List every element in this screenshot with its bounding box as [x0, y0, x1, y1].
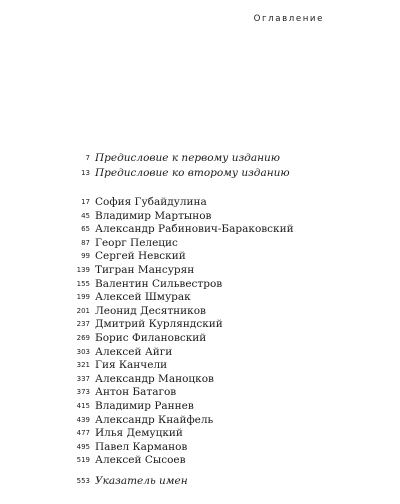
- toc-page-number: 99: [81, 252, 90, 261]
- toc-page-number: 477: [76, 429, 90, 438]
- toc-entry-title: Илья Демуцкий: [95, 427, 183, 440]
- toc-entry: [0, 304, 400, 318]
- toc-page-number: 201: [76, 306, 90, 315]
- toc-entry: [0, 317, 400, 331]
- toc-entry-title: Предисловие к первому изданию: [95, 152, 281, 164]
- toc-entry-title: Алексей Айги: [95, 345, 173, 358]
- toc-entry: [0, 440, 400, 454]
- toc-entry: [0, 453, 400, 467]
- toc-page-number: 519: [76, 456, 90, 465]
- toc-entry-title: Алексей Шмурак: [95, 291, 191, 304]
- toc-page-number: 373: [76, 388, 90, 397]
- toc-page-number: 269: [76, 334, 90, 342]
- toc-entry-title: Антон Батагов: [95, 386, 177, 399]
- toc-entry: [0, 195, 400, 209]
- toc-entry-title: Александр Кнайфель: [95, 413, 214, 426]
- toc-entry-title: Владимир Раннев: [95, 400, 194, 412]
- toc-entry-title: Предисловие ко второму изданию: [95, 166, 290, 179]
- toc-page-number: 237: [76, 320, 90, 329]
- toc-page-number: 415: [76, 402, 90, 410]
- toc-page-number: 7: [85, 154, 90, 162]
- toc-entry-title: Сергей Невский: [95, 250, 186, 263]
- toc-page-number: 17: [81, 198, 90, 206]
- toc-entry-title: Борис Филановский: [95, 332, 207, 344]
- toc-entry: [0, 385, 400, 399]
- toc-entry: [0, 345, 400, 359]
- toc-entry: [0, 426, 400, 440]
- toc-entry-title: Леонид Десятников: [95, 304, 206, 317]
- toc-page-number: 139: [76, 266, 90, 274]
- toc-entry: [0, 290, 400, 304]
- toc-page-number: 337: [76, 374, 90, 383]
- toc-entry: [0, 277, 400, 291]
- toc-page-number: 13: [81, 168, 90, 177]
- toc-entry-title: Алексей Сысоев: [95, 454, 186, 467]
- toc-entry: [0, 151, 400, 165]
- toc-page-number: 45: [81, 211, 90, 220]
- toc-entry-title: Георг Пелецис: [95, 236, 178, 249]
- toc-entry-title: Тигран Мансурян: [95, 264, 195, 276]
- toc-entry: [0, 222, 400, 236]
- toc-entry-title: Владимир Мартынов: [95, 209, 212, 222]
- toc-entry-title: Александр Рабинович-Бараковский: [95, 223, 294, 236]
- toc-page-number: 303: [76, 347, 90, 356]
- toc-entry-title: Указатель имен: [95, 475, 188, 487]
- toc-page-number: 321: [76, 361, 90, 370]
- toc-page-number: 439: [76, 415, 90, 424]
- toc-entry: [0, 399, 400, 413]
- toc-entry: [0, 413, 400, 427]
- toc-entry-title: Гия Канчели: [95, 359, 168, 372]
- toc-entry: [0, 263, 400, 277]
- toc-page-number: 495: [76, 442, 90, 451]
- toc-page-number: 155: [76, 279, 90, 288]
- toc-entry: [0, 331, 400, 345]
- toc-entry: [0, 474, 400, 488]
- toc-page-number: 199: [76, 293, 90, 302]
- toc-entry-title: Валентин Сильвестров: [95, 277, 223, 290]
- toc-entry: [0, 372, 400, 386]
- page-title: Оглавление: [253, 14, 324, 24]
- toc-entry: [0, 209, 400, 223]
- toc-entry: [0, 236, 400, 250]
- toc-entry: [0, 249, 400, 263]
- toc-page-number: 65: [81, 225, 90, 234]
- toc-entry-title: София Губайдулина: [95, 196, 207, 208]
- toc-page-number: 87: [81, 238, 90, 247]
- toc-page-number: 553: [76, 477, 90, 485]
- toc-entry-title: Павел Карманов: [95, 440, 188, 453]
- toc-entry: [0, 166, 400, 180]
- toc-entry-title: Дмитрий Курляндский: [95, 318, 223, 331]
- toc-entry-title: Александр Маноцков: [95, 372, 214, 385]
- toc-entry: [0, 358, 400, 372]
